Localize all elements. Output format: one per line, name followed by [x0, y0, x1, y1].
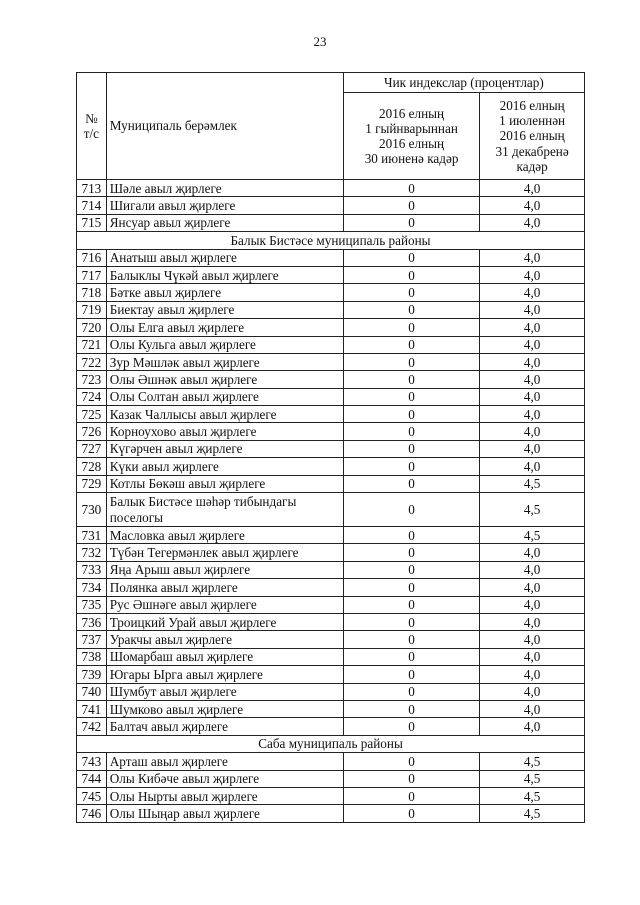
row-number: 729 [77, 475, 107, 492]
row-index-period-1: 0 [343, 648, 479, 665]
row-number: 719 [77, 301, 107, 318]
row-municipality: Балык Бистәсе шәһәр тибындагы поселогы [106, 493, 343, 527]
table-row [77, 579, 585, 596]
row-municipality: Олы Елга авыл җирлеге [106, 319, 343, 336]
row-index-period-1: 0 [343, 805, 479, 822]
row-municipality: Олы Кибәче авыл җирлеге [106, 770, 343, 787]
row-index-period-1: 0 [343, 266, 479, 283]
row-index-period-2: 4,0 [480, 596, 585, 613]
table-row [77, 753, 585, 770]
row-municipality: Рус Әшнәге авыл җирлеге [106, 596, 343, 613]
row-index-period-2: 4,5 [480, 493, 585, 527]
row-number: 724 [77, 388, 107, 405]
row-number: 733 [77, 561, 107, 578]
section-row [77, 232, 585, 249]
row-municipality: Корноухово авыл җирлеге [106, 423, 343, 440]
row-index-period-1: 0 [343, 301, 479, 318]
table-row [77, 475, 585, 492]
row-number: 744 [77, 770, 107, 787]
row-index-period-1: 0 [343, 753, 479, 770]
row-number: 725 [77, 406, 107, 423]
row-index-period-1: 0 [343, 406, 479, 423]
row-number: 721 [77, 336, 107, 353]
row-municipality: Казак Чаллысы авыл җирлеге [106, 406, 343, 423]
row-index-period-2: 4,0 [480, 388, 585, 405]
table-row [77, 544, 585, 561]
table-row [77, 284, 585, 301]
row-index-period-1: 0 [343, 388, 479, 405]
row-index-period-1: 0 [343, 596, 479, 613]
row-index-period-1: 0 [343, 249, 479, 266]
header-municipality-label: Муниципаль берәмлек [109, 118, 237, 134]
row-index-period-2: 4,0 [480, 371, 585, 388]
row-number: 716 [77, 249, 107, 266]
table-row [77, 266, 585, 283]
table-row [77, 770, 585, 787]
row-index-period-1: 0 [343, 718, 479, 735]
section-label: Балык Бистәсе муниципаль районы [77, 232, 585, 249]
row-municipality: Арташ авыл җирлеге [106, 753, 343, 770]
row-municipality: Масловка авыл җирлеге [106, 527, 343, 544]
row-municipality: Уракчы авыл җирлеге [106, 631, 343, 648]
row-index-period-1: 0 [343, 579, 479, 596]
row-index-period-2: 4,0 [480, 319, 585, 336]
row-number: 745 [77, 787, 107, 804]
row-index-period-2: 4,0 [480, 700, 585, 717]
row-municipality: Яңа Арыш авыл җирлеге [106, 561, 343, 578]
row-number: 718 [77, 284, 107, 301]
row-number: 713 [77, 180, 107, 197]
row-municipality: Троицкий Урай авыл җирлеге [106, 613, 343, 630]
row-number: 742 [77, 718, 107, 735]
row-number: 727 [77, 440, 107, 457]
row-index-period-1: 0 [343, 284, 479, 301]
row-municipality: Балыклы Чүкәй авыл җирлеге [106, 266, 343, 283]
table-row [77, 700, 585, 717]
table-row [77, 423, 585, 440]
row-index-period-2: 4,0 [480, 423, 585, 440]
row-index-period-1: 0 [343, 336, 479, 353]
table-row [77, 648, 585, 665]
row-number: 723 [77, 371, 107, 388]
row-index-period-2: 4,0 [480, 718, 585, 735]
row-index-period-2: 4,0 [480, 336, 585, 353]
header-period-2 [480, 93, 585, 180]
row-index-period-2: 4,0 [480, 579, 585, 596]
row-municipality: Шомарбаш авыл җирлеге [106, 648, 343, 665]
table-row [77, 561, 585, 578]
row-index-period-1: 0 [343, 631, 479, 648]
row-index-period-2: 4,0 [480, 249, 585, 266]
row-index-period-1: 0 [343, 787, 479, 804]
row-number: 730 [77, 493, 107, 527]
row-index-period-2: 4,0 [480, 266, 585, 283]
row-number: 735 [77, 596, 107, 613]
table-body [77, 180, 585, 823]
row-index-period-2: 4,5 [480, 527, 585, 544]
header-period-1 [343, 93, 479, 180]
table-row [77, 440, 585, 457]
row-index-period-2: 4,5 [480, 787, 585, 804]
row-municipality: Олы Солтан авыл җирлеге [106, 388, 343, 405]
row-index-period-2: 4,0 [480, 301, 585, 318]
row-number: 728 [77, 458, 107, 475]
row-index-period-2: 4,0 [480, 406, 585, 423]
row-number: 722 [77, 353, 107, 370]
row-number: 715 [77, 214, 107, 231]
row-number: 738 [77, 648, 107, 665]
row-municipality: Олы Кульга авыл җирлеге [106, 336, 343, 353]
row-index-period-1: 0 [343, 770, 479, 787]
row-municipality: Түбән Тегермәнлек авыл җирлеге [106, 544, 343, 561]
row-number: 746 [77, 805, 107, 822]
row-index-period-2: 4,0 [480, 683, 585, 700]
row-index-period-2: 4,0 [480, 180, 585, 197]
header-number-label: № т/с [83, 110, 100, 141]
row-index-period-2: 4,0 [480, 284, 585, 301]
table-row [77, 388, 585, 405]
row-index-period-2: 4,0 [480, 440, 585, 457]
row-index-period-1: 0 [343, 475, 479, 492]
row-index-period-1: 0 [343, 544, 479, 561]
row-index-period-1: 0 [343, 527, 479, 544]
row-index-period-2: 4,5 [480, 805, 585, 822]
row-index-period-1: 0 [343, 180, 479, 197]
row-municipality: Анатыш авыл җирлеге [106, 249, 343, 266]
row-index-period-2: 4,0 [480, 613, 585, 630]
table-row [77, 458, 585, 475]
row-number: 740 [77, 683, 107, 700]
page-number: 23 [313, 34, 327, 49]
municipal-index-table [76, 72, 585, 823]
table-row [77, 805, 585, 822]
header-number [77, 73, 107, 180]
header-group [343, 73, 584, 93]
row-number: 717 [77, 266, 107, 283]
row-index-period-2: 4,5 [480, 753, 585, 770]
row-number: 734 [77, 579, 107, 596]
row-index-period-2: 4,0 [480, 214, 585, 231]
row-municipality: Зур Мәшләк авыл җирлеге [106, 353, 343, 370]
row-index-period-2: 4,0 [480, 544, 585, 561]
row-municipality: Олы Әшнәк авыл җирлеге [106, 371, 343, 388]
table-row [77, 180, 585, 197]
row-index-period-1: 0 [343, 353, 479, 370]
row-number: 741 [77, 700, 107, 717]
header-period-1-label: 2016 елның 1 гыйнварыннан 2016 елның 30 июненә кадәр [364, 105, 459, 167]
row-number: 732 [77, 544, 107, 561]
row-number: 736 [77, 613, 107, 630]
row-index-period-2: 4,0 [480, 197, 585, 214]
row-municipality: Олы Шыңар авыл җирлеге [106, 805, 343, 822]
row-index-period-1: 0 [343, 440, 479, 457]
table-row [77, 406, 585, 423]
row-municipality: Янсуар авыл җирлеге [106, 214, 343, 231]
table-row [77, 666, 585, 683]
table-row [77, 683, 585, 700]
table-row [77, 249, 585, 266]
row-index-period-1: 0 [343, 666, 479, 683]
row-index-period-2: 4,5 [480, 475, 585, 492]
row-index-period-2: 4,0 [480, 666, 585, 683]
table-row [77, 353, 585, 370]
table-row [77, 631, 585, 648]
header-period-2-label: 2016 елның 1 июленнән 2016 елның 31 декабренә кадәр [495, 98, 569, 174]
row-index-period-2: 4,0 [480, 631, 585, 648]
row-municipality: Котлы Бөкәш авыл җирлеге [106, 475, 343, 492]
row-index-period-1: 0 [343, 458, 479, 475]
row-municipality: Биектау авыл җирлеге [106, 301, 343, 318]
row-municipality: Шәле авыл җирлеге [106, 180, 343, 197]
table-row [77, 787, 585, 804]
row-index-period-2: 4,0 [480, 458, 585, 475]
table-header [77, 73, 585, 180]
row-number: 743 [77, 753, 107, 770]
table-row [77, 527, 585, 544]
row-index-period-1: 0 [343, 613, 479, 630]
table-row [77, 718, 585, 735]
row-number: 731 [77, 527, 107, 544]
row-number: 726 [77, 423, 107, 440]
row-municipality: Югары Ырга авыл җирлеге [106, 666, 343, 683]
row-index-period-1: 0 [343, 371, 479, 388]
table-row [77, 301, 585, 318]
row-index-period-2: 4,0 [480, 561, 585, 578]
table-row [77, 613, 585, 630]
row-municipality: Шигали авыл җирлеге [106, 197, 343, 214]
row-municipality: Олы Нырты авыл җирлеге [106, 787, 343, 804]
row-index-period-1: 0 [343, 197, 479, 214]
table-row [77, 336, 585, 353]
row-index-period-2: 4,5 [480, 770, 585, 787]
row-index-period-1: 0 [343, 683, 479, 700]
row-index-period-2: 4,0 [480, 353, 585, 370]
table-row [77, 596, 585, 613]
table-row [77, 371, 585, 388]
row-index-period-2: 4,0 [480, 648, 585, 665]
row-municipality: Балтач авыл җирлеге [106, 718, 343, 735]
row-municipality: Күгәрчен авыл җирлеге [106, 440, 343, 457]
row-index-period-1: 0 [343, 214, 479, 231]
table-row [77, 319, 585, 336]
row-municipality: Полянка авыл җирлеге [106, 579, 343, 596]
row-municipality: Шумково авыл җирлеге [106, 700, 343, 717]
row-municipality: Шумбут авыл җирлеге [106, 683, 343, 700]
table-row [77, 493, 585, 527]
row-municipality: Күки авыл җирлеге [106, 458, 343, 475]
row-municipality: Бәтке авыл җирлеге [106, 284, 343, 301]
row-number: 737 [77, 631, 107, 648]
row-number: 714 [77, 197, 107, 214]
row-index-period-1: 0 [343, 493, 479, 527]
row-index-period-1: 0 [343, 319, 479, 336]
row-index-period-1: 0 [343, 700, 479, 717]
row-index-period-1: 0 [343, 423, 479, 440]
row-index-period-1: 0 [343, 561, 479, 578]
header-group-label: Чик индекслар (процентлар) [384, 74, 544, 90]
section-row [77, 735, 585, 752]
table-row [77, 214, 585, 231]
header-municipality [106, 73, 343, 180]
table-row [77, 197, 585, 214]
section-label: Саба муниципаль районы [77, 735, 585, 752]
row-number: 739 [77, 666, 107, 683]
row-number: 720 [77, 319, 107, 336]
